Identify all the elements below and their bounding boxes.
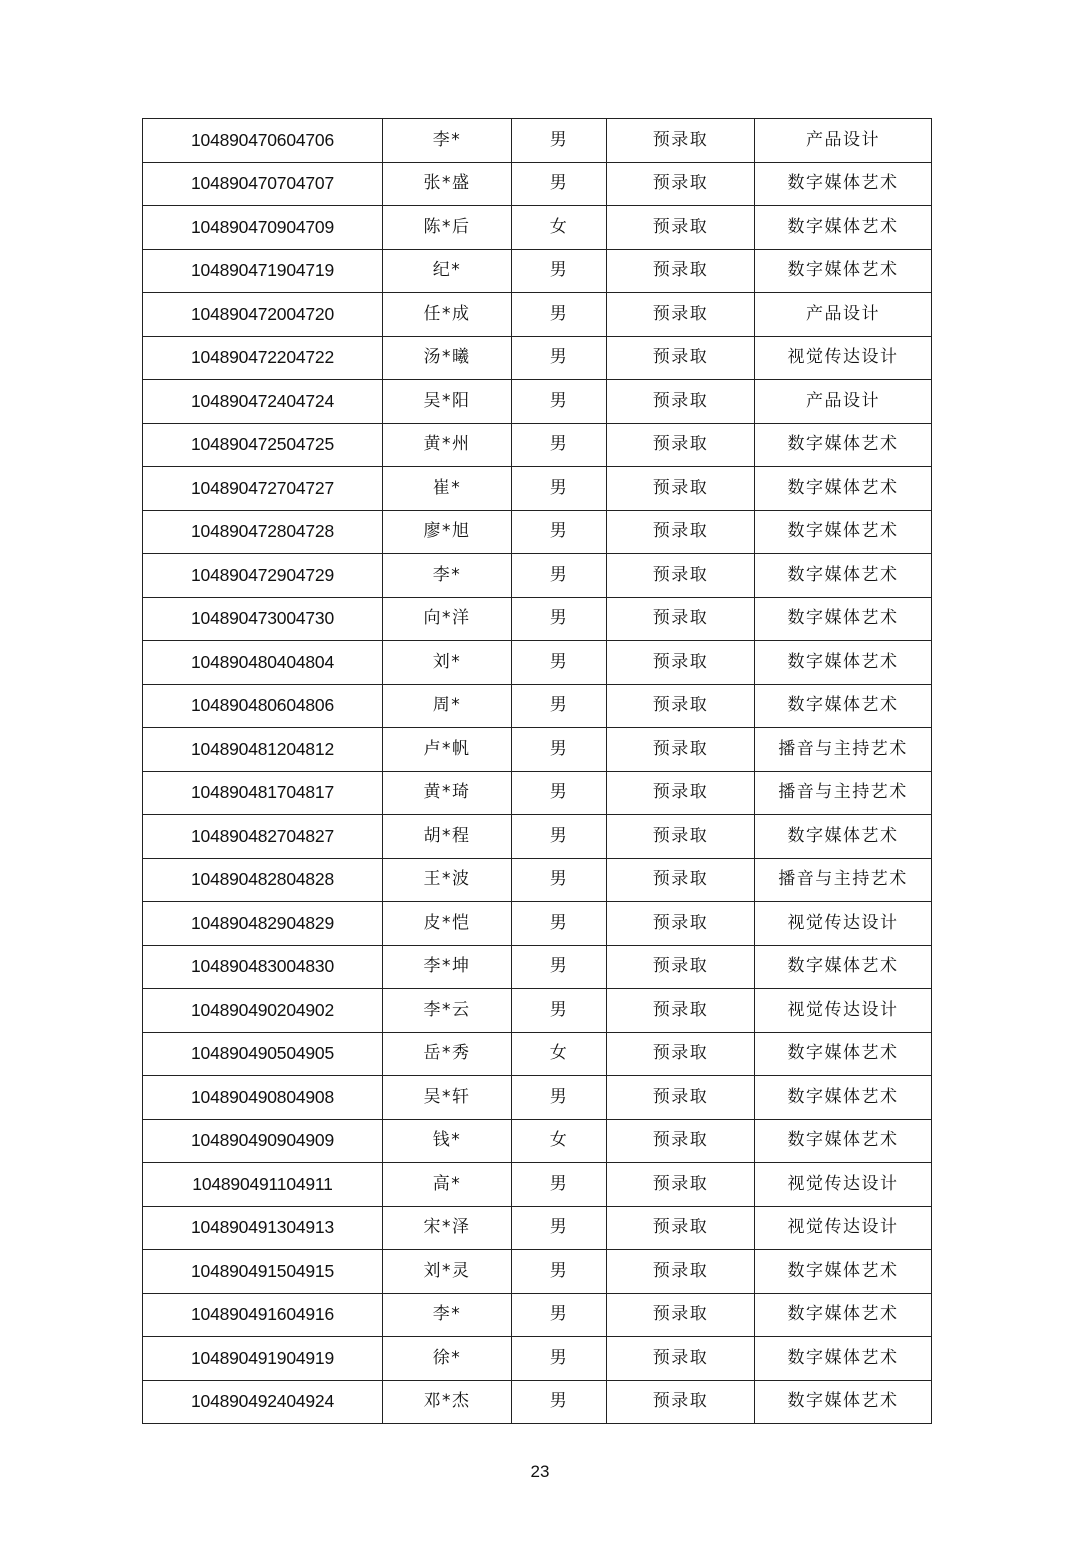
gender-cell: 男 <box>512 1250 607 1294</box>
table-row <box>143 902 932 946</box>
candidate-name-cell: 崔* <box>383 467 512 511</box>
gender-cell: 男 <box>512 728 607 772</box>
admission-status-cell: 预录取 <box>607 771 755 815</box>
candidate-id-cell: 104890472504725 <box>143 423 383 467</box>
gender-cell: 女 <box>512 1032 607 1076</box>
admission-status-cell: 预录取 <box>607 902 755 946</box>
major-cell: 数字媒体艺术 <box>755 1032 932 1076</box>
candidate-name-cell: 陈*后 <box>383 206 512 250</box>
admission-status-cell: 预录取 <box>607 554 755 598</box>
candidate-id-cell: 104890480604806 <box>143 684 383 728</box>
candidate-name-cell: 黄*州 <box>383 423 512 467</box>
gender-cell: 男 <box>512 1076 607 1120</box>
admission-status-cell: 预录取 <box>607 989 755 1033</box>
candidate-id-cell: 104890472404724 <box>143 380 383 424</box>
candidate-name-cell: 黄*琦 <box>383 771 512 815</box>
admission-status-cell: 预录取 <box>607 510 755 554</box>
admission-status-cell: 预录取 <box>607 336 755 380</box>
gender-cell: 男 <box>512 1380 607 1424</box>
gender-cell: 男 <box>512 945 607 989</box>
table-row <box>143 1119 932 1163</box>
candidate-id-cell: 104890482704827 <box>143 815 383 859</box>
gender-cell: 男 <box>512 815 607 859</box>
gender-cell: 男 <box>512 554 607 598</box>
candidate-name-cell: 皮*恺 <box>383 902 512 946</box>
table-row <box>143 989 932 1033</box>
table-row <box>143 423 932 467</box>
table-row <box>143 119 932 163</box>
candidate-id-cell: 104890492404924 <box>143 1380 383 1424</box>
table-row <box>143 1337 932 1381</box>
candidate-name-cell: 刘*灵 <box>383 1250 512 1294</box>
admission-status-cell: 预录取 <box>607 293 755 337</box>
candidate-id-cell: 104890490504905 <box>143 1032 383 1076</box>
table-row <box>143 597 932 641</box>
major-cell: 数字媒体艺术 <box>755 1337 932 1381</box>
candidate-id-cell: 104890483004830 <box>143 945 383 989</box>
admission-status-cell: 预录取 <box>607 1076 755 1120</box>
admission-status-cell: 预录取 <box>607 858 755 902</box>
candidate-id-cell: 104890481704817 <box>143 771 383 815</box>
candidate-name-cell: 李* <box>383 119 512 163</box>
major-cell: 视觉传达设计 <box>755 1163 932 1207</box>
admission-status-cell: 预录取 <box>607 728 755 772</box>
admission-status-cell: 预录取 <box>607 162 755 206</box>
candidate-id-cell: 104890472704727 <box>143 467 383 511</box>
admission-status-cell: 预录取 <box>607 1250 755 1294</box>
candidate-name-cell: 徐* <box>383 1337 512 1381</box>
admission-table-body <box>143 119 932 1424</box>
candidate-name-cell: 胡*程 <box>383 815 512 859</box>
candidate-id-cell: 104890480404804 <box>143 641 383 685</box>
admission-status-cell: 预录取 <box>607 1380 755 1424</box>
candidate-name-cell: 任*成 <box>383 293 512 337</box>
admission-status-cell: 预录取 <box>607 684 755 728</box>
table-row <box>143 641 932 685</box>
gender-cell: 男 <box>512 989 607 1033</box>
candidate-name-cell: 向*洋 <box>383 597 512 641</box>
gender-cell: 男 <box>512 597 607 641</box>
admission-status-cell: 预录取 <box>607 206 755 250</box>
major-cell: 视觉传达设计 <box>755 336 932 380</box>
major-cell: 产品设计 <box>755 380 932 424</box>
candidate-name-cell: 张*盛 <box>383 162 512 206</box>
table-row <box>143 467 932 511</box>
table-row <box>143 1380 932 1424</box>
admission-status-cell: 预录取 <box>607 815 755 859</box>
candidate-id-cell: 104890470604706 <box>143 119 383 163</box>
major-cell: 产品设计 <box>755 293 932 337</box>
candidate-name-cell: 王*波 <box>383 858 512 902</box>
gender-cell: 男 <box>512 771 607 815</box>
gender-cell: 女 <box>512 206 607 250</box>
candidate-id-cell: 104890472904729 <box>143 554 383 598</box>
major-cell: 数字媒体艺术 <box>755 423 932 467</box>
gender-cell: 男 <box>512 1337 607 1381</box>
candidate-name-cell: 刘* <box>383 641 512 685</box>
major-cell: 视觉传达设计 <box>755 989 932 1033</box>
table-row <box>143 945 932 989</box>
major-cell: 数字媒体艺术 <box>755 206 932 250</box>
candidate-id-cell: 104890482804828 <box>143 858 383 902</box>
candidate-id-cell: 104890491904919 <box>143 1337 383 1381</box>
candidate-name-cell: 纪* <box>383 249 512 293</box>
admission-status-cell: 预录取 <box>607 1337 755 1381</box>
candidate-id-cell: 104890491604916 <box>143 1293 383 1337</box>
candidate-id-cell: 104890472804728 <box>143 510 383 554</box>
table-row <box>143 1293 932 1337</box>
candidate-id-cell: 104890491504915 <box>143 1250 383 1294</box>
admission-status-cell: 预录取 <box>607 380 755 424</box>
major-cell: 数字媒体艺术 <box>755 554 932 598</box>
table-row <box>143 249 932 293</box>
major-cell: 数字媒体艺术 <box>755 945 932 989</box>
table-row <box>143 728 932 772</box>
gender-cell: 男 <box>512 162 607 206</box>
gender-cell: 男 <box>512 1293 607 1337</box>
candidate-name-cell: 周* <box>383 684 512 728</box>
gender-cell: 男 <box>512 902 607 946</box>
gender-cell: 男 <box>512 684 607 728</box>
major-cell: 数字媒体艺术 <box>755 1076 932 1120</box>
table-row <box>143 293 932 337</box>
major-cell: 数字媒体艺术 <box>755 641 932 685</box>
table-row <box>143 554 932 598</box>
candidate-id-cell: 104890490204902 <box>143 989 383 1033</box>
gender-cell: 女 <box>512 1119 607 1163</box>
candidate-id-cell: 104890481204812 <box>143 728 383 772</box>
major-cell: 播音与主持艺术 <box>755 858 932 902</box>
candidate-id-cell: 104890491304913 <box>143 1206 383 1250</box>
table-row <box>143 771 932 815</box>
major-cell: 数字媒体艺术 <box>755 162 932 206</box>
candidate-id-cell: 104890491104911 <box>143 1163 383 1207</box>
candidate-id-cell: 104890473004730 <box>143 597 383 641</box>
candidate-name-cell: 李* <box>383 554 512 598</box>
table-row <box>143 815 932 859</box>
candidate-name-cell: 卢*帆 <box>383 728 512 772</box>
candidate-name-cell: 李*云 <box>383 989 512 1033</box>
candidate-name-cell: 高* <box>383 1163 512 1207</box>
candidate-id-cell: 104890472204722 <box>143 336 383 380</box>
admission-status-cell: 预录取 <box>607 597 755 641</box>
admission-status-cell: 预录取 <box>607 945 755 989</box>
page-number: 23 <box>530 1462 550 1481</box>
candidate-name-cell: 邓*杰 <box>383 1380 512 1424</box>
table-row <box>143 1076 932 1120</box>
admission-status-cell: 预录取 <box>607 641 755 685</box>
admission-status-cell: 预录取 <box>607 249 755 293</box>
gender-cell: 男 <box>512 467 607 511</box>
table-row <box>143 1206 932 1250</box>
major-cell: 播音与主持艺术 <box>755 771 932 815</box>
gender-cell: 男 <box>512 119 607 163</box>
candidate-name-cell: 吴*轩 <box>383 1076 512 1120</box>
table-row <box>143 206 932 250</box>
candidate-name-cell: 钱* <box>383 1119 512 1163</box>
admission-status-cell: 预录取 <box>607 1032 755 1076</box>
admission-status-cell: 预录取 <box>607 423 755 467</box>
table-row <box>143 1163 932 1207</box>
gender-cell: 男 <box>512 423 607 467</box>
table-row <box>143 380 932 424</box>
major-cell: 数字媒体艺术 <box>755 467 932 511</box>
major-cell: 数字媒体艺术 <box>755 510 932 554</box>
candidate-name-cell: 廖*旭 <box>383 510 512 554</box>
table-row <box>143 162 932 206</box>
major-cell: 数字媒体艺术 <box>755 1119 932 1163</box>
candidate-name-cell: 李* <box>383 1293 512 1337</box>
admission-status-cell: 预录取 <box>607 1163 755 1207</box>
major-cell: 数字媒体艺术 <box>755 1250 932 1294</box>
major-cell: 视觉传达设计 <box>755 1206 932 1250</box>
admission-table <box>142 118 932 1424</box>
candidate-id-cell: 104890490804908 <box>143 1076 383 1120</box>
major-cell: 产品设计 <box>755 119 932 163</box>
candidate-id-cell: 104890471904719 <box>143 249 383 293</box>
candidate-id-cell: 104890482904829 <box>143 902 383 946</box>
candidate-id-cell: 104890470904709 <box>143 206 383 250</box>
major-cell: 数字媒体艺术 <box>755 815 932 859</box>
candidate-id-cell: 104890472004720 <box>143 293 383 337</box>
candidate-name-cell: 李*坤 <box>383 945 512 989</box>
admission-status-cell: 预录取 <box>607 1293 755 1337</box>
major-cell: 数字媒体艺术 <box>755 1380 932 1424</box>
gender-cell: 男 <box>512 293 607 337</box>
gender-cell: 男 <box>512 249 607 293</box>
admission-status-cell: 预录取 <box>607 1206 755 1250</box>
table-row <box>143 336 932 380</box>
major-cell: 视觉传达设计 <box>755 902 932 946</box>
candidate-name-cell: 岳*秀 <box>383 1032 512 1076</box>
gender-cell: 男 <box>512 380 607 424</box>
candidate-name-cell: 宋*泽 <box>383 1206 512 1250</box>
gender-cell: 男 <box>512 510 607 554</box>
gender-cell: 男 <box>512 858 607 902</box>
candidate-id-cell: 104890490904909 <box>143 1119 383 1163</box>
major-cell: 数字媒体艺术 <box>755 597 932 641</box>
table-row <box>143 510 932 554</box>
table-row <box>143 858 932 902</box>
major-cell: 数字媒体艺术 <box>755 249 932 293</box>
candidate-name-cell: 汤*曦 <box>383 336 512 380</box>
major-cell: 数字媒体艺术 <box>755 1293 932 1337</box>
gender-cell: 男 <box>512 1163 607 1207</box>
admission-status-cell: 预录取 <box>607 1119 755 1163</box>
gender-cell: 男 <box>512 336 607 380</box>
table-row <box>143 1250 932 1294</box>
candidate-id-cell: 104890470704707 <box>143 162 383 206</box>
admission-status-cell: 预录取 <box>607 119 755 163</box>
table-row <box>143 1032 932 1076</box>
gender-cell: 男 <box>512 641 607 685</box>
admission-status-cell: 预录取 <box>607 467 755 511</box>
table-row <box>143 684 932 728</box>
candidate-name-cell: 吴*阳 <box>383 380 512 424</box>
major-cell: 播音与主持艺术 <box>755 728 932 772</box>
gender-cell: 男 <box>512 1206 607 1250</box>
major-cell: 数字媒体艺术 <box>755 684 932 728</box>
